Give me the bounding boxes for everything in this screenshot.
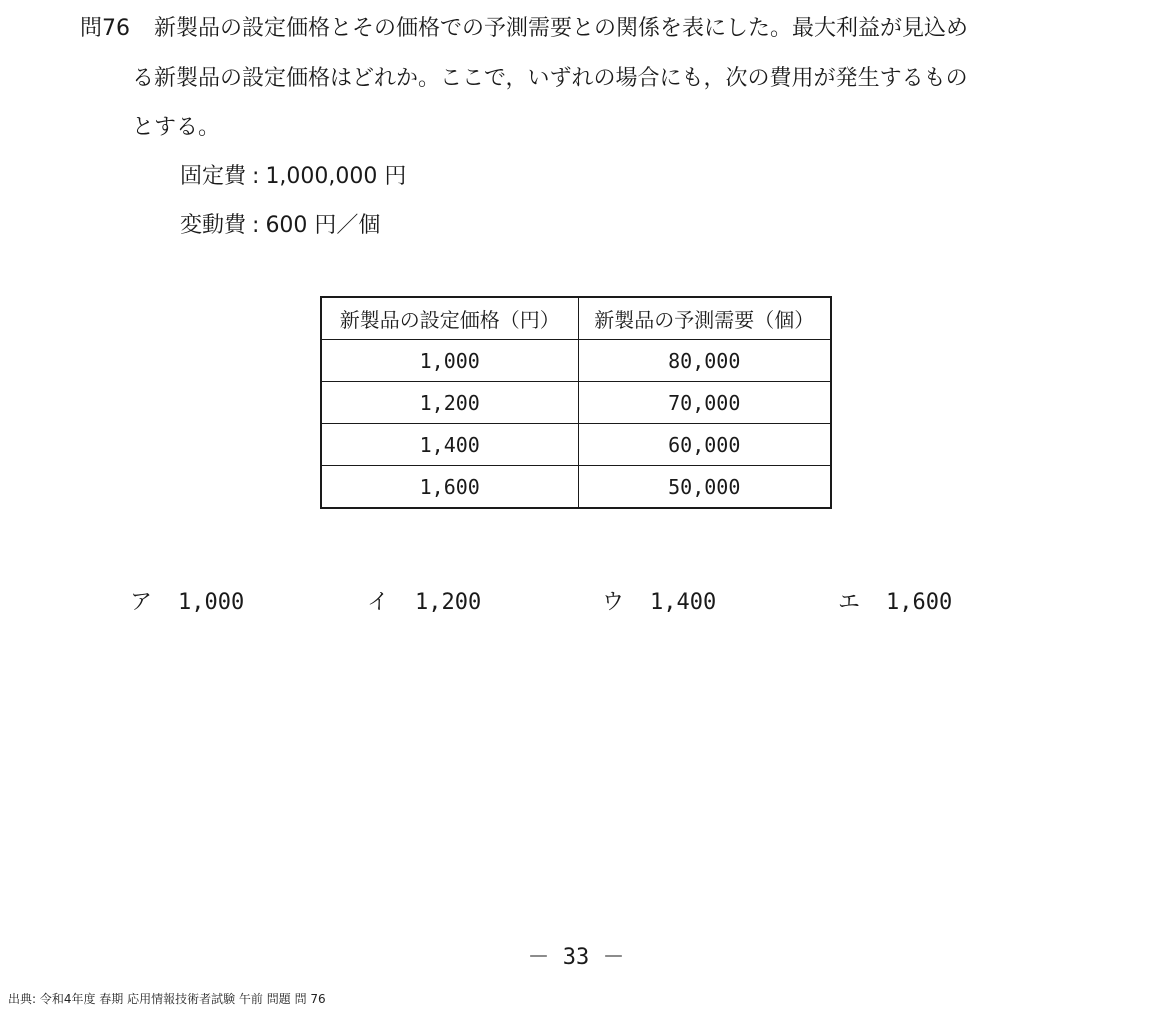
cell-price: 1,400: [321, 424, 578, 466]
choice-e[interactable]: [838, 588, 952, 618]
source-citation: 出典: 令和4年度 春期 応用情報技術者試験 午前 問題 問 76: [8, 992, 326, 1006]
choice-e-value: 1,600: [886, 590, 953, 615]
page-number: － 33 －: [527, 945, 625, 970]
choice-i-label: イ: [367, 590, 390, 615]
choice-u-value: 1,400: [650, 590, 717, 615]
table-row: [321, 340, 831, 382]
question-text-line-3: とする。: [132, 115, 221, 140]
cell-price: 1,200: [321, 382, 578, 424]
variable-cost-label: 変動費: [180, 213, 247, 238]
fixed-cost: [180, 162, 406, 192]
cell-demand: 80,000: [578, 340, 831, 382]
table-row: [321, 466, 831, 509]
table-row: [321, 382, 831, 424]
fixed-cost-separator: :: [252, 164, 260, 189]
cell-demand: 50,000: [578, 466, 831, 509]
table-header-row: [321, 297, 831, 340]
choice-u[interactable]: [602, 588, 716, 618]
choice-u-label: ウ: [602, 590, 625, 615]
choice-a-value: 1,000: [178, 590, 245, 615]
cell-price: 1,000: [321, 340, 578, 382]
table-row: [321, 424, 831, 466]
question-text-line-2: る新製品の設定価格はどれか。ここで，いずれの場合にも，次の費用が発生するもの: [132, 66, 968, 91]
cell-demand: 70,000: [578, 382, 831, 424]
fixed-cost-label: 固定費: [180, 164, 247, 189]
fixed-cost-value: 1,000,000 円: [265, 164, 407, 189]
cell-demand: 60,000: [578, 424, 831, 466]
variable-cost-value: 600 円／個: [265, 213, 381, 238]
variable-cost: [180, 211, 380, 241]
header-price: 新製品の設定価格（円）: [321, 297, 578, 340]
variable-cost-separator: :: [252, 213, 260, 238]
choice-e-label: エ: [838, 590, 861, 615]
question-text-line-1: 新製品の設定価格とその価格での予測需要との関係を表にした。最大利益が見込め: [154, 16, 969, 41]
question-number: 問76: [80, 16, 130, 41]
choice-i-value: 1,200: [415, 590, 482, 615]
price-demand-table: [320, 296, 832, 509]
choice-a[interactable]: [130, 588, 244, 618]
question-first-line: [80, 14, 968, 44]
header-demand: 新製品の予測需要（個）: [578, 297, 831, 340]
choice-a-label: ア: [130, 590, 153, 615]
cell-price: 1,600: [321, 466, 578, 509]
choice-i[interactable]: [367, 588, 481, 618]
